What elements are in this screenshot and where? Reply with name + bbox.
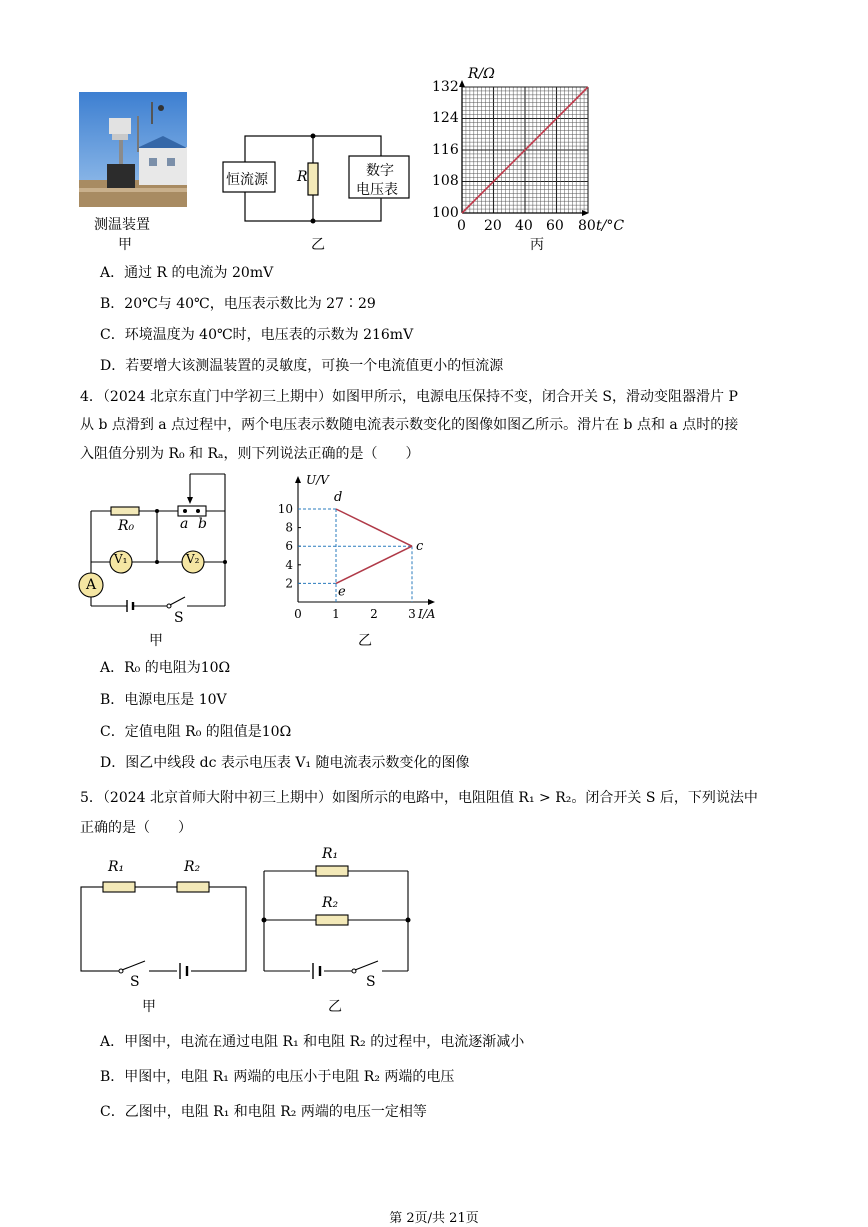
q5-yi-label-r2: R₂ [322,895,339,911]
graph-ytick-108: 108 [432,173,459,189]
q4-point-label-c: c [416,539,424,555]
graph-xtick-40: 40 [515,218,533,234]
q5-jia-label-r2: R₂ [184,859,201,875]
q5-jia-label-r1: R₁ [108,859,125,875]
q5-option-b: B．甲图中，电阻 R₁ 两端的电压小于电阻 R₂ 两端的电压 [100,1069,455,1085]
q4-xtick-1: 1 [332,607,340,621]
q5-stem-line1: 5．（2024 北京首师大附中初三上期中）如图所示的电路中，电阻阻值 R₁ > R₂。闭合开关 S 后，下列说法中 [80,790,758,806]
q5-stem-line2: 正确的是（ ） [80,820,192,836]
label-constant-current-source: 恒流源 [226,172,268,188]
q5-figure-label-yi: 乙 [328,999,342,1015]
figure-label-yi-top: 乙 [311,237,325,253]
q4-label-switch: S [174,610,184,626]
graph-ytick-132: 132 [432,79,459,95]
graph-ytick-100: 100 [432,205,459,221]
q4-point-label-e: e [338,584,346,600]
q5-parallel-circuit [258,862,418,980]
q4-label-ammeter: A [86,577,97,593]
label-resistor-r: R [297,169,308,185]
q4-ytick-10: 10 [277,502,293,516]
q4-xtick-2: 2 [370,607,378,621]
q5-yi-label-s: S [366,974,376,990]
q5-yi-label-r1: R₁ [322,846,339,862]
q4-stem-line2: 从 b 点滑到 a 点过程中，两个电压表示数随电流表示数变化的图像如图乙所示。滑片在 b 点和 a 点时的接 [80,417,739,433]
q5-jia-label-s: S [130,974,140,990]
page-footer: 第 2页/共 21页 [389,1211,479,1226]
q3-option-d: D．若要增大该测温装置的灵敏度，可换一个电流值更小的恒流源 [100,358,504,374]
q4-xtick-0: 0 [294,607,302,621]
q4-label-v1: V₁ [114,552,128,566]
graph-xtick-60: 60 [546,218,564,234]
q4-point-label-d: d [334,490,343,505]
q5-option-c: C．乙图中，电阻 R₁ 和电阻 R₂ 两端的电压一定相等 [100,1104,427,1120]
q4-figure-label-jia: 甲 [149,633,163,649]
graph-ytick-124: 124 [432,110,459,126]
q4-u-i-graph [270,470,445,630]
q4-xlabel: I/A [418,607,436,621]
graph-xtick-0: 0 [457,218,466,234]
q4-option-d: D．图乙中线段 dc 表示电压表 V₁ 随电流表示数变化的图像 [100,755,470,771]
q5-option-a: A．甲图中，电流在通过电阻 R₁ 和电阻 R₂ 的过程中，电流逐渐减小 [100,1034,525,1050]
graph-xtick-80: 80 [578,218,596,234]
q4-xtick-3: 3 [408,607,416,621]
q4-label-a: a [180,516,189,532]
q4-stem-line1: 4．（2024 北京东直门中学初三上期中）如图甲所示，电源电压保持不变，闭合开关 S，滑动变阻器滑片 P [80,389,738,405]
label-digital-meter-2: 电压表 [356,182,398,198]
q4-option-a: A．R₀ 的电阻为10Ω [100,660,231,676]
graph-ytick-116: 116 [432,142,459,158]
graph-r-vs-t [455,80,595,225]
q4-label-r0: R₀ [118,518,135,534]
q3-option-a: A．通过 R 的电流为 20mV [100,265,274,281]
q4-ytick-8: 8 [285,520,293,535]
q4-ytick-2: 2 [285,576,293,591]
photo-temperature-device [79,92,187,207]
q4-series-dc [336,509,412,546]
q4-option-c: C．定值电阻 R₀ 的阻值是10Ω [100,724,292,740]
q4-circuit-diagram [75,470,235,615]
q4-label-b: b [198,516,207,532]
figure-label-bing: 丙 [530,237,544,253]
graph-xtick-20: 20 [484,218,502,234]
q4-series-ec [336,546,412,583]
q4-graph-figure-label: 乙 [358,633,372,649]
q3-option-c: C．环境温度为 40℃时，电压表的示数为 216mV [100,327,414,343]
q4-option-b: B．电源电压是 10V [100,692,227,708]
q5-figure-label-jia: 甲 [142,999,156,1015]
graph-xlabel: t/°C [596,218,625,234]
q4-ytick-6: 6 [285,539,293,554]
figure-label-jia-top: 甲 [118,237,132,253]
photo-caption: 测温装置 [94,217,150,233]
q4-stem-line3: 入阻值分别为 R₀ 和 Rₐ，则下列说法正确的是（ ） [80,446,420,462]
graph-ylabel: R/Ω [468,66,495,82]
label-digital-meter-1: 数字 [366,163,394,179]
q4-ytick-4: 4 [285,557,293,572]
q3-option-b: B．20℃与 40℃，电压表示数比为 27∶29 [100,296,376,312]
q5-series-circuit [75,875,255,980]
q4-label-v2: V₂ [186,552,200,566]
q4-ylabel: U/V [306,473,329,487]
